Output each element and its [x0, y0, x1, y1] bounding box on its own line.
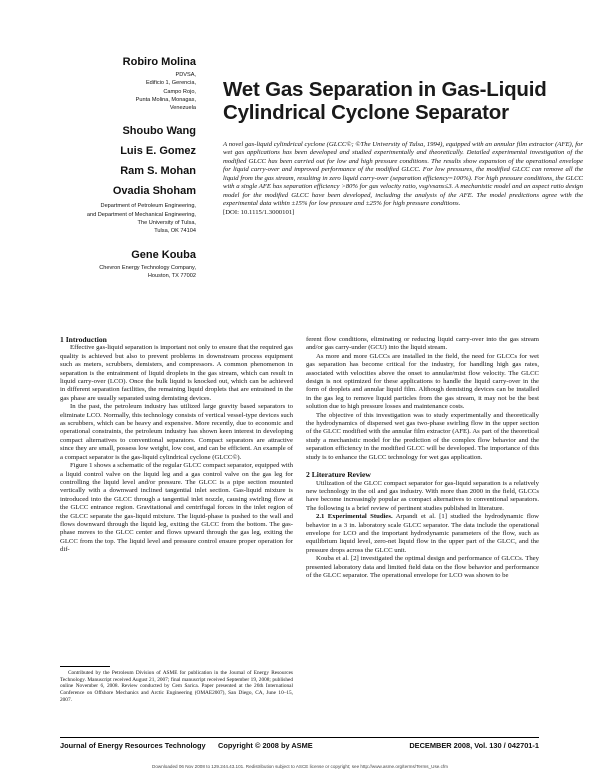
paragraph-text: Arpandi et al. [1] studied the hydrodynamic flow behavior in a 3 in. laboratory scale GLCC separator. The data include the operational envelope for LCO and the important hydrodynamic parameters of the flow, such as equilibrium liquid level, zero-net liquid flow in the upper part of the GLCC, and the pressure drops across the GLCC unit. [306, 513, 539, 554]
author-affiliation-line: Tulsa, OK 74104 [154, 228, 196, 235]
paragraph: Effective gas-liquid separation is important not only to ensure that the required gas quality is achieved but also to prevent problems in downstream process equipment such as meters, scrubbers, demisters, and compressors. A common phenomenon in separation is the entrainment of liquid droplets in the gas stream, which can result in liquid carry-over (LCO). Once the bulk liquid is knocked out, which can be achieved in different separation facilities, the remaining liquid droplets that are entrained in the gas phase are usually separated using demisting devices. [60, 344, 293, 402]
paragraph: Kouba et al. [2] investigated the optimal design and performance of GLCCs. They presented laboratory data and limited field data on the flow behavior and performance of the GLCC separator. The operational envelope for LCO was shown to be [306, 555, 539, 579]
subsection-heading: 2.1 Experimental Studies. [316, 513, 393, 521]
footnote-rule [60, 666, 110, 667]
section-heading: 2 Literature Review [306, 470, 371, 480]
doi: [DOI: 10.1115/1.3000101] [223, 208, 295, 216]
author-affiliation-line: Department of Petroleum Engineering, [100, 203, 196, 210]
author-affiliation-line: Edificio 1, Gerencia, [145, 80, 196, 87]
author-name: Shoubo Wang [122, 125, 196, 138]
paragraph: ferent flow conditions, eliminating or reducing liquid carry-over into the gas stream and/or gas carry-under (GCU) into the liquid stream. [306, 336, 539, 352]
abstract-text: A novel gas-liquid cylindrical cyclone (GLCC©; ©The University of Tulsa, 1994), equipped with an annular film extractor (AFE), for wet gas applications has been developed and studied experimentally and theoretically. Detailed experimental investigation of the modified GLCC has been carried out for low and high pressure conditions. The results show expansion of the operational envelope for liquid carry-over and improved performance of the modified GLCC. For low pressures, the modified GLCC can remove all the liquid from the gas stream, resulting in zero liquid carry-over (separation efficiency=100%). For high pressure conditions, the GLCC with a single AFE has separation efficiency >80% for gas velocity ratio, vsg/vsans≤3. A mechanistic model and an aspect ratio design model for the modified GLCC have been developed, including the analysis of the AFE. The model predictions agree with the experimental data within ±15% for low pressure and ±25% for high pressure conditions. [223, 141, 583, 208]
section-heading: 1 Introduction [60, 335, 107, 344]
download-notice: Downloaded 06 Nov 2008 to 129.244.43.101. Redistribution subject to ASCE license or copyright; see http://www.asme.org/terms/Terms_Use.cfm [152, 764, 448, 769]
abstract [223, 141, 583, 217]
author-block [20, 56, 196, 280]
author-name: Gene Kouba [131, 248, 196, 261]
journal-name: Journal of Energy Resources Technology [60, 741, 206, 750]
author-affiliation-line: and Department of Mechanical Engineering, [86, 211, 196, 218]
author-affiliation-line: Houston, TX 77002 [147, 272, 196, 279]
author-name: Luis E. Gomez [120, 145, 196, 158]
author-name: Robiro Molina [122, 56, 196, 68]
footnote-text: Contributed by the Petroleum Division of ASME for publication in the Journal of Energy Resources Technology. Manuscript received August 21, 2007; final manuscript received September 19, 2008; published online November 6, 2008. Review conducted by Cem Sarica. Paper presented at the 26th International Conference on Offshore Mechanics and Arctic Engineering (OMAE2007), San Diego, CA, June 10–15, 2007. [60, 670, 293, 703]
author-name: Ovadia Shoham [112, 185, 196, 198]
author-affiliation-line: The University of Tulsa, [137, 220, 196, 227]
issue-page: DECEMBER 2008, Vol. 130 / 042701-1 [409, 741, 539, 750]
paper-title: Wet Gas Separation in Gas-Liquid Cylindrical Cyclone Separator [223, 78, 547, 124]
right-column [306, 336, 539, 580]
paragraph: The objective of this investigation was to study experimentally and theoretically the hydrodynamics of dispersed wet gas two-phase swirling flow in the upper section of the GLCC modified with the annular film extractor (AFE). As part of the theoretical study a mechanistic model for the prediction of the complex flow behavior and the separation efficiency in the modified GLCC will be developed. The importance of this study is to enhance the GLCC technology for wet gas application. [306, 411, 539, 461]
author-name: Ram S. Mohan [120, 165, 196, 178]
copyright: Copyright © 2008 by ASME [218, 741, 313, 750]
footer-rule [60, 737, 539, 738]
left-column [60, 336, 293, 555]
paragraph: Utilization of the GLCC compact separator for gas-liquid separation is a relatively new technology in the oil and gas industry. With more than 2000 in the field, GLCCs have become increasingly popular as compact alternatives to conventional separators. The following is a brief review of pertinent studies published in literature. [306, 479, 539, 512]
author-affiliation-line: Venezuela [169, 105, 196, 112]
paragraph: In the past, the petroleum industry has utilized large gravity based separators to eliminate LCO. Normally, this technology consists of vertical vessel-type devices such as scrubbers, which can be heavy and expensive. More recently, due to economic and operational constraints, the petroleum industry has shown keen interest in developing compact alternatives to conventional separators. Compact separators are attractive since they are small, possess low weight, low cost, and can be efficient. An example of a compact separator is the gas-liquid cylindrical cyclone (GLCC©). [60, 403, 293, 461]
footnote [60, 670, 293, 704]
paragraph: As more and more GLCCs are installed in the field, the need for GLCCs for wet gas separation has become critical for the industry, for handling high gas rates, associated with velocities above the onset to annular/mist flow velocity. The GLCC design is not optimized for these applications to handle the liquid carry-over in the form of droplets and annular liquid film. Although demisting devices can be installed in the gas leg to remove liquid particles from the gas stream, it may not be the best solution due to high pressure losses and maintenance costs. [306, 352, 539, 411]
author-affiliation-line: Chevron Energy Technology Company, [99, 264, 196, 271]
author-affiliation-line: Campo Rojo, [163, 88, 196, 95]
paragraph [306, 513, 539, 555]
paragraph: Figure 1 shows a schematic of the regular GLCC compact separator, equipped with a liquid control valve on the liquid leg and a gas control valve on the gas leg for controlling the liquid level and/or pressure. The GLCC is a pipe section mounted vertically with a downward inclined tangential inlet section. Gas-liquid mixture is introduced into the GLCC through a tangential inlet nozzle, causing swirling flow at the GLCC entrance region. Gravitational and centrifugal forces in the inlet region of the GLCC separate the gas-liquid mixture. The liquid-phase is pushed to the wall and flows downward through the liquid leg, exiting the GLCC from the bottom. The gas-phase moves to the GLCC center and flows upward through the gas leg, exiting the GLCC from the top. The liquid level and pressure control ensure proper operation for dif- [60, 462, 293, 554]
author-affiliation-line: Punta Molina, Monagas, [135, 96, 196, 103]
author-affiliation-line: PDVSA, [175, 72, 196, 78]
